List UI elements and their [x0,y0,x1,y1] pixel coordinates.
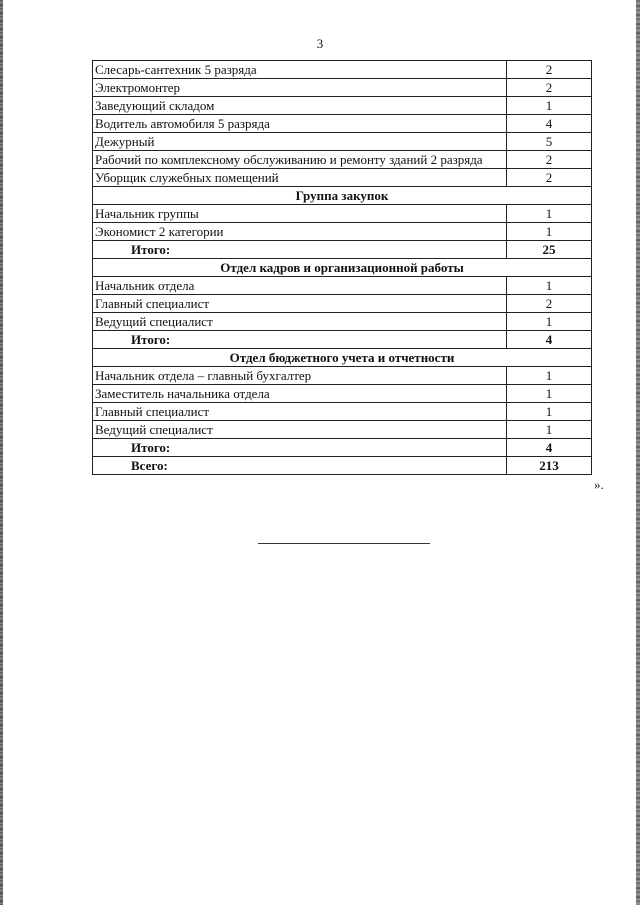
position-title: Главный специалист [93,403,507,421]
scan-edge-right [636,0,640,905]
staff-count: 2 [507,295,592,313]
position-title: Начальник отдела [93,277,507,295]
section-title: Отдел кадров и организационной работы [93,259,592,277]
table-row [93,421,592,439]
position-title: Уборщик служебных помещений [93,169,507,187]
end-rule [258,543,430,544]
page-number: 3 [316,36,324,51]
position-title: Заведующий складом [93,97,507,115]
table-row [93,367,592,385]
position-title: Начальник отдела – главный бухгалтер [93,367,507,385]
total-count: 4 [507,439,592,457]
table-row [93,169,592,187]
table-row [93,151,592,169]
section-header-row [93,349,592,367]
table-row [93,133,592,151]
staffing-table [92,60,592,475]
total-count: 4 [507,331,592,349]
position-title: Ведущий специалист [93,421,507,439]
total-row [93,241,592,259]
total-count: 25 [507,241,592,259]
staff-count: 1 [507,97,592,115]
staff-count: 1 [507,277,592,295]
position-title: Ведущий специалист [93,313,507,331]
total-row [93,331,592,349]
total-label: Итого: [93,241,507,259]
table-row [93,295,592,313]
section-title: Группа закупок [93,187,592,205]
table-row [93,277,592,295]
staff-count: 4 [507,115,592,133]
position-title: Начальник группы [93,205,507,223]
staff-count: 1 [507,421,592,439]
position-title: Водитель автомобиля 5 разряда [93,115,507,133]
table-row [93,313,592,331]
position-title: Рабочий по комплексному обслуживанию и ремонту зданий 2 разряда [93,151,507,169]
staffing-table-body [93,61,592,475]
scan-edge-left [0,0,3,905]
table-row [93,223,592,241]
table-row [93,115,592,133]
position-title: Заместитель начальника отдела [93,385,507,403]
total-label: Итого: [93,331,507,349]
total-label: Итого: [93,439,507,457]
total-row [93,457,592,475]
section-header-row [93,187,592,205]
staff-count: 2 [507,61,592,79]
table-row [93,385,592,403]
table-row [93,403,592,421]
total-count: 213 [507,457,592,475]
position-title: Дежурный [93,133,507,151]
staff-count: 1 [507,313,592,331]
total-label: Всего: [93,457,507,475]
staff-count: 1 [507,367,592,385]
section-header-row [93,259,592,277]
position-title: Электромонтер [93,79,507,97]
position-title: Слесарь-сантехник 5 разряда [93,61,507,79]
section-title: Отдел бюджетного учета и отчетности [93,349,592,367]
staff-count: 1 [507,223,592,241]
table-row [93,205,592,223]
staff-count: 1 [507,403,592,421]
position-title: Экономист 2 категории [93,223,507,241]
table-row [93,79,592,97]
staff-count: 2 [507,151,592,169]
staff-count: 5 [507,133,592,151]
table-row [93,97,592,115]
closing-quote: ». [594,477,604,492]
table-row [93,61,592,79]
staff-count: 2 [507,79,592,97]
staff-count: 1 [507,205,592,223]
staff-count: 1 [507,385,592,403]
total-row [93,439,592,457]
position-title: Главный специалист [93,295,507,313]
staff-count: 2 [507,169,592,187]
